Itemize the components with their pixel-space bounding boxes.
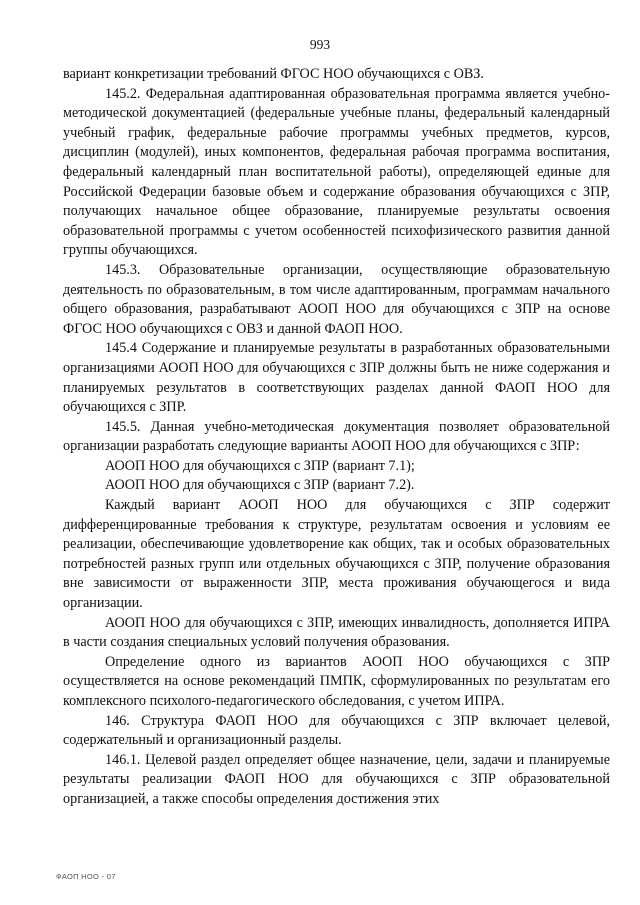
paragraph-each-variant: Каждый вариант АООП НОО для обучающихся с ЗПР содержит дифференцированные требования к структуре, результатам освоения и условиям ее реализации, обеспечивающие удовлетворение как общих, так и особых образовательных потребностей разных групп или отдельных обучающихся с ЗПР, получение образования вне зависимости от выраженности ЗПР, места проживания обучающегося и вида организации. bbox=[63, 497, 610, 612]
document-body bbox=[63, 65, 610, 810]
list-item-variant-7-2: АООП НОО для обучающихся с ЗПР (вариант 7.2). bbox=[105, 477, 415, 494]
paragraph-146: 146. Структура ФАОП НОО для обучающихся с ЗПР включает целевой, содержательный и организационный разделы. bbox=[63, 712, 610, 749]
paragraph-variant-selection: Определение одного из вариантов АООП НОО обучающихся с ЗПР осуществляется на основе рекомендаций ПМПК, сформулированных по результатам его комплексного психолого-педагогического обследования, с учетом ИПРА. bbox=[63, 653, 610, 709]
paragraph-145-3: 145.3. Образовательные организации, осуществляющие образовательную деятельность по образовательным, в том числе адаптированным, программам начального общего образования, разрабатывают АООП НОО для обучающихся с ЗПР на основе ФГОС НОО обучающихся с ОВЗ и данной ФАОП НОО. bbox=[63, 261, 610, 337]
paragraph-145-4: 145.4 Содержание и планируемые результаты в разработанных образовательными организациями АООП НОО для обучающихся с ЗПР должны быть не ниже содержания и планируемых результатов в соответствующих разделах данной ФАОП НОО для обучающихся с ЗПР. bbox=[63, 340, 610, 416]
paragraph-continuation: вариант конкретизации требований ФГОС НОО обучающихся с ОВЗ. bbox=[63, 66, 484, 82]
paragraph-disability: АООП НОО для обучающихся с ЗПР, имеющих инвалидность, дополняется ИПРА в части создания специальных условий получения образования. bbox=[63, 614, 610, 651]
page-number: 993 bbox=[309, 37, 331, 52]
paragraph-145-2: 145.2. Федеральная адаптированная образовательная программа является учебно-методической документацией (федеральные учебные планы, федеральный календарный учебный график, федеральные рабочие программы учебных предметов, курсов, дисциплин (модулей), иных компонентов, федеральная рабочая программа воспитания, федеральный календарный план воспитательной работы), определяющей единые для Российской Федерации базовые объем и содержание образования обучающихся с ЗПР, получающих начальное общее образование, планируемые результаты освоения образовательной программы с учетом особенностей психофизического развития данной группы обучающихся. bbox=[63, 85, 610, 259]
list-item-variant-7-1: АООП НОО для обучающихся с ЗПР (вариант 7.1); bbox=[105, 457, 415, 474]
paragraph-145-5: 145.5. Данная учебно-методическая документация позволяет образовательной организации разработать следующие варианты АООП НОО для обучающихся с ЗПР: bbox=[63, 418, 610, 455]
paragraph-146-1: 146.1. Целевой раздел определяет общее назначение, цели, задачи и планируемые результаты реализации ФАОП НОО для обучающихся с ЗПР образовательной организацией, а также способы определения достижения этих bbox=[63, 751, 610, 807]
page-footer: ФАОП НОО - 07 bbox=[56, 872, 116, 881]
